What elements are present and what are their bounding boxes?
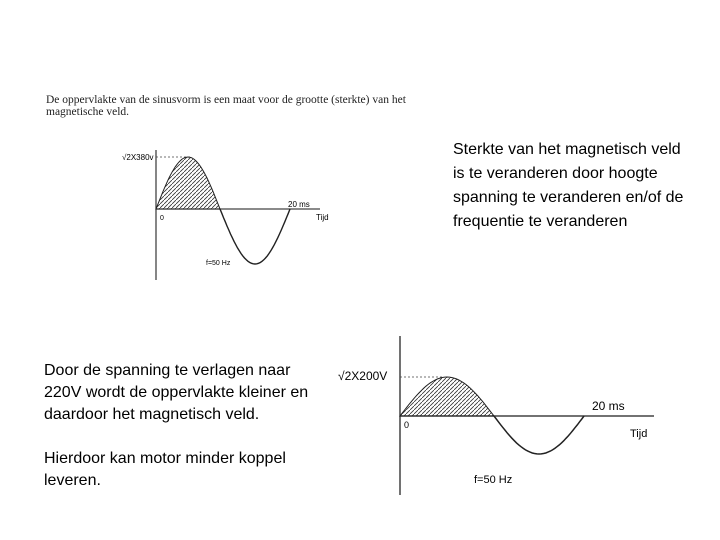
time-axis-label: Tijd — [630, 428, 648, 440]
period-label: 20 ms — [592, 399, 625, 413]
positive-half-area — [400, 377, 494, 416]
right-explanation-text: Sterkte van het magnetisch veld is te veranderen door hoogte spanning te veranderen en/of de frequentie te veranderen — [453, 141, 684, 230]
origin-label: 0 — [404, 420, 410, 430]
time-axis-label: Tijd — [316, 213, 329, 222]
figure-caption: De oppervlakte van de sinusvorm is een maat voor de grootte (sterkte) van het magnetische veld. — [46, 94, 406, 118]
peak-label: √2X380v — [122, 153, 154, 162]
period-label: 20 ms — [288, 200, 310, 209]
negative-half-wave — [220, 209, 290, 264]
negative-half-wave — [494, 416, 584, 454]
sine-wave-figure-380v — [120, 140, 360, 290]
paragraph-less-torque: Hierdoor kan motor minder koppel leveren. — [44, 450, 286, 489]
origin-label: 0 — [160, 215, 164, 222]
positive-half-area — [156, 157, 220, 209]
frequency-label: f=50 Hz — [206, 260, 231, 267]
peak-label: √2X200V — [338, 369, 388, 383]
sine-wave-figure-200v — [334, 330, 664, 500]
left-explanation-text — [44, 360, 314, 514]
paragraph-lower-voltage: Door de spanning te verlagen naar 220V wordt de oppervlakte kleiner en daardoor het magnetisch veld. — [44, 362, 309, 423]
frequency-label: f=50 Hz — [474, 474, 513, 486]
